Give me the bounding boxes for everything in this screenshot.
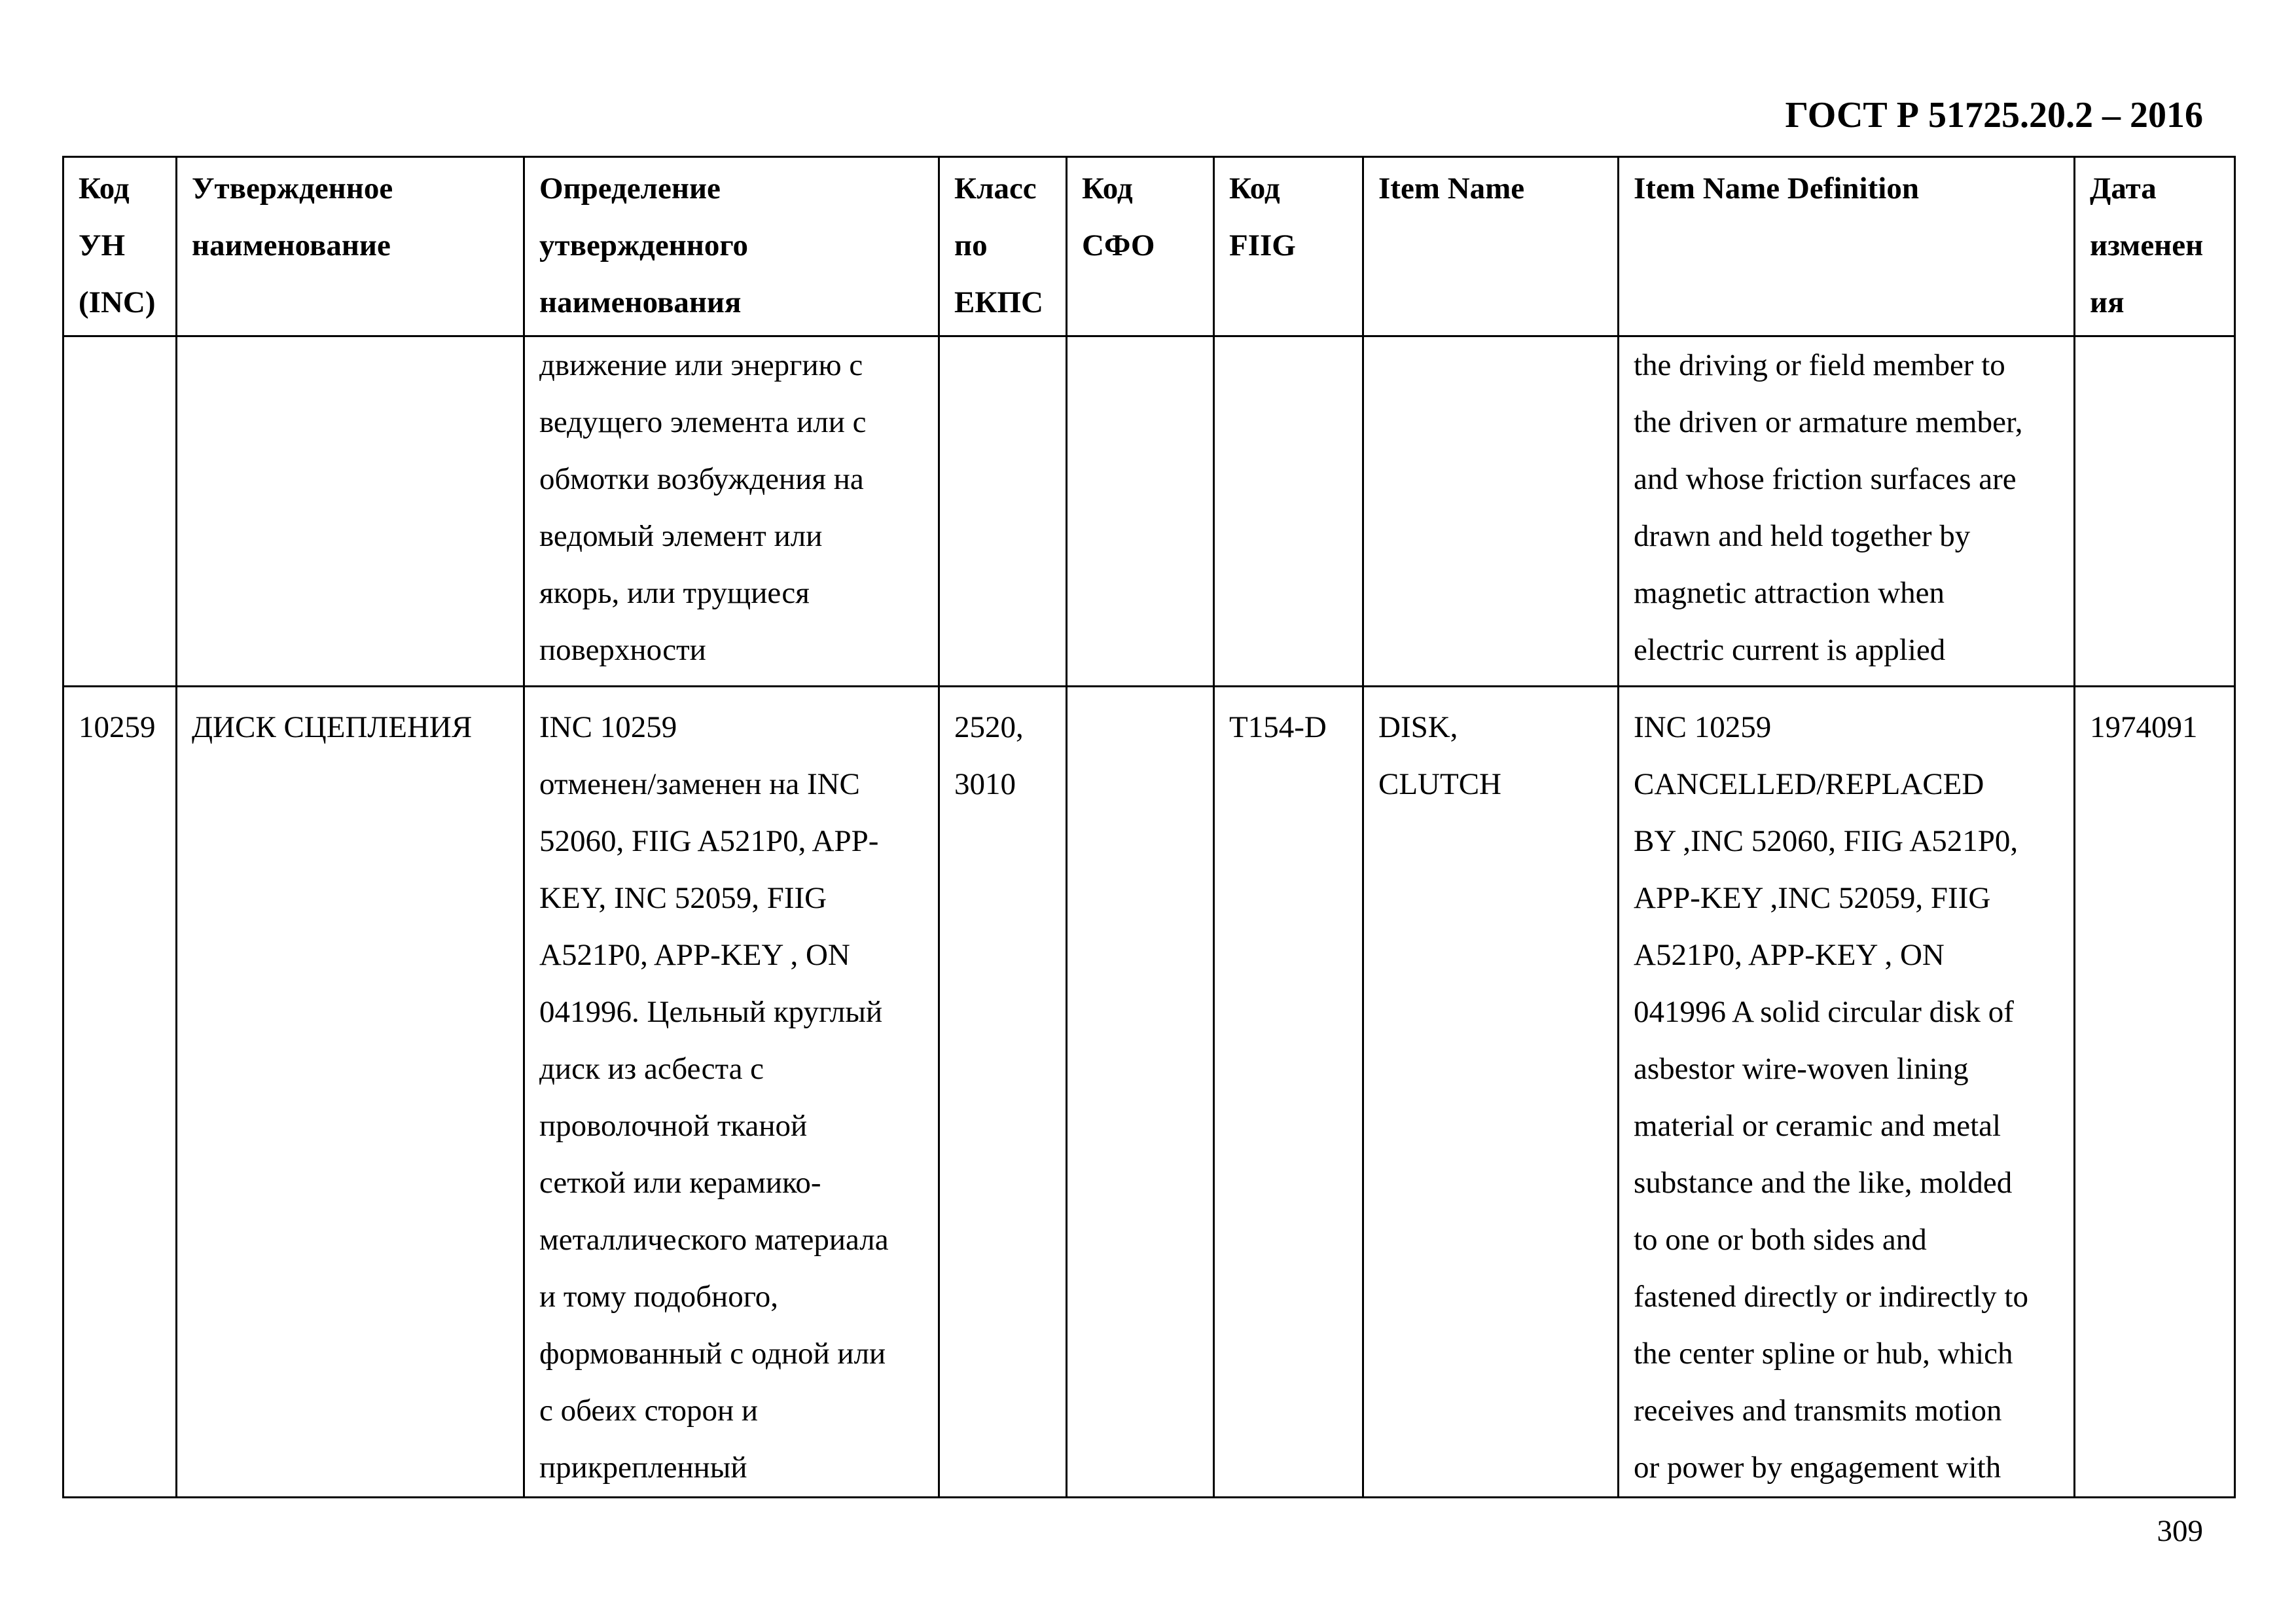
cell-inc: [63, 336, 177, 687]
cell-change-date: [2075, 336, 2235, 687]
cell-definition-ru: движение или энергию с ведущего элемента или с обмотки возбуждения на ведомый элемент или якорь, или трущиеся поверхности: [524, 336, 939, 687]
cell-fsc-class: 2520, 3010: [939, 687, 1067, 1498]
cell-sfo-code: [1067, 336, 1214, 687]
cell-item-name: DISK, CLUTCH: [1363, 687, 1619, 1498]
cell-fiig-code: [1214, 336, 1363, 687]
col-header-inc: Код УН (INC): [63, 157, 177, 336]
cell-approved-name: [177, 336, 524, 687]
cell-inc: 10259: [63, 687, 177, 1498]
col-header-sfo-code: Код СФО: [1067, 157, 1214, 336]
table-row: [63, 336, 2235, 687]
table-header-row: [63, 157, 2235, 336]
col-header-item-name: Item Name: [1363, 157, 1619, 336]
col-header-change-date: Дата изменен ия: [2075, 157, 2235, 336]
cell-item-name-definition: INC 10259 CANCELLED/REPLACED BY ,INC 52060, FIIG A521P0, APP-KEY ,INC 52059, FIIG A521P0, APP-KEY , ON 041996 A solid circular disk of asbestor wire-woven lining material or ceramic and metal substance and the like, molded to one or both sides and fastened directly or indirectly to the center spline or hub, which receives and transmits motion or power by engagement with: [1619, 687, 2075, 1498]
document-header: ГОСТ Р 51725.20.2 – 2016: [1785, 95, 2203, 135]
cell-sfo-code: [1067, 687, 1214, 1498]
page-number: 309: [2157, 1514, 2203, 1548]
col-header-fsc-class: Класс по ЕКПС: [939, 157, 1067, 336]
col-header-fiig-code: Код FIIG: [1214, 157, 1363, 336]
col-header-approved-name: Утвержденное наименование: [177, 157, 524, 336]
cell-item-name: [1363, 336, 1619, 687]
col-header-item-name-definition: Item Name Definition: [1619, 157, 2075, 336]
cell-fiig-code: T154-D: [1214, 687, 1363, 1498]
cell-item-name-definition: the driving or field member to the driven or armature member, and whose friction surfaces are drawn and held together by magnetic attraction when electric current is applied: [1619, 336, 2075, 687]
cell-definition-ru: INC 10259 отменен/заменен на INC 52060, FIIG A521P0, APP- KEY, INC 52059, FIIG A521P0, APP-KEY , ON 041996. Цельный круглый диск из асбеста с проволочной тканой сеткой или керамико- металлического материала и тому подобного, формованный с одной или с обеих сторон и прикрепленный: [524, 687, 939, 1498]
cell-change-date: 1974091: [2075, 687, 2235, 1498]
table-row: [63, 687, 2235, 1498]
classification-table: [62, 156, 2236, 1498]
cell-fsc-class: [939, 336, 1067, 687]
col-header-definition-ru: Определение утвержденного наименования: [524, 157, 939, 336]
cell-approved-name: ДИСК СЦЕПЛЕНИЯ: [177, 687, 524, 1498]
